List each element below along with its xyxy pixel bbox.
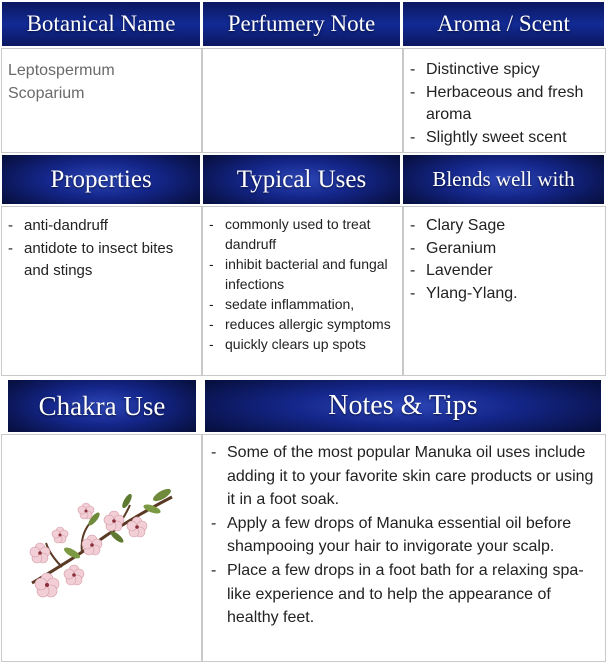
blend-item: - Clary Sage — [408, 215, 601, 238]
use-item: - sedate inflammation, — [207, 294, 398, 314]
header-aroma-scent: Aroma / Scent — [403, 2, 604, 46]
use-item: - inhibit bacterial and fungal infections — [207, 254, 398, 294]
botanical-name-line: Scoparium — [8, 85, 85, 102]
cell-blends — [403, 206, 606, 376]
note-item: - Place a few drops in a foot bath for a relaxing spa-like experience and to help the appearance of healthy feet. — [209, 559, 601, 630]
header-botanical-name: Botanical Name — [2, 2, 200, 46]
blend-item: - Lavender — [408, 260, 601, 283]
cell-properties — [1, 206, 202, 376]
header-properties: Properties — [2, 155, 200, 204]
cell-chakra-image — [1, 434, 202, 662]
cell-notes-tips — [202, 434, 606, 662]
cell-botanical-name — [1, 48, 202, 153]
use-item: - reduces allergic symptoms — [207, 314, 398, 334]
use-item: - quickly clears up spots — [207, 334, 398, 354]
property-item: - anti-dandruff — [6, 215, 197, 238]
note-item: - Some of the most popular Manuka oil uses include adding it to your favorite skin care products or using it in a foot soak. — [209, 441, 601, 512]
manuka-flower-branch-image — [2, 435, 201, 661]
header-blends-well-with: Blends well with — [403, 155, 604, 204]
blend-item: - Ylang-Ylang. — [408, 283, 601, 306]
header-chakra-use: Chakra Use — [8, 380, 196, 432]
cell-typical-uses — [202, 206, 403, 376]
property-item: - antidote to insect bites and stings — [6, 238, 197, 283]
header-notes-tips: Notes & Tips — [205, 380, 601, 432]
header-perfumery-note: Perfumery Note — [203, 2, 400, 46]
header-typical-uses: Typical Uses — [203, 155, 400, 204]
use-item: - commonly used to treat dandruff — [207, 214, 398, 254]
botanical-name-line: Leptospermum — [8, 62, 115, 79]
aroma-item: - Slightly sweet scent — [408, 127, 601, 150]
blend-item: - Geranium — [408, 238, 601, 261]
aroma-item: - Distinctive spicy — [408, 59, 601, 82]
aroma-item: - Herbaceous and fresh aroma — [408, 82, 601, 127]
note-item: - Apply a few drops of Manuka essential oil before shampooing your hair to invigorate your scalp. — [209, 512, 601, 559]
cell-aroma — [403, 48, 606, 153]
cell-perfumery-note — [202, 48, 403, 153]
